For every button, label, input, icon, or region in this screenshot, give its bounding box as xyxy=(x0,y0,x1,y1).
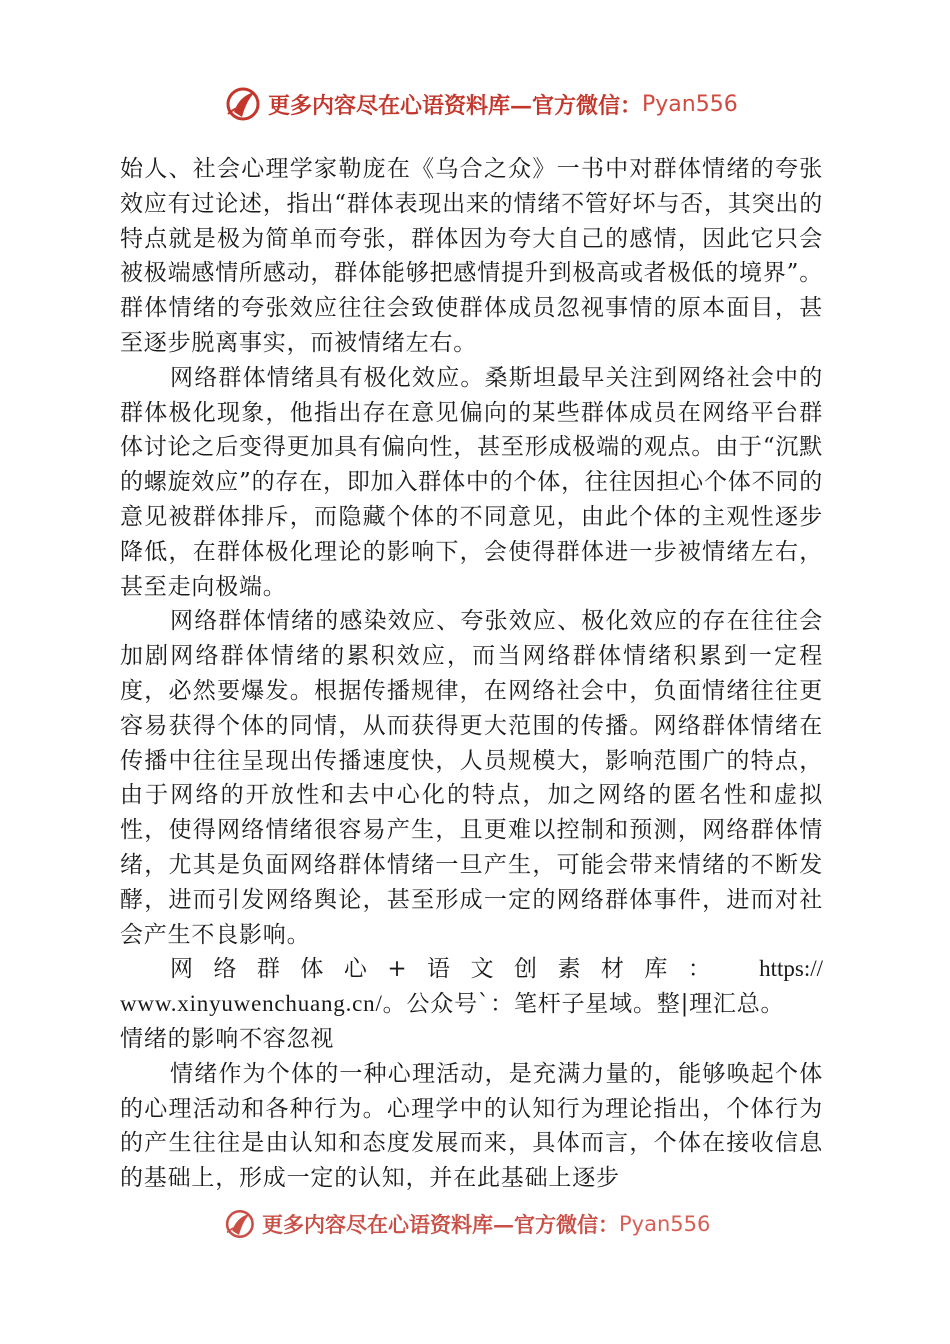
document-body xyxy=(120,152,823,1196)
footer-banner-handle: Pyan556 xyxy=(619,1212,711,1236)
logo-icon xyxy=(222,1207,256,1241)
paragraph: 始人、社会心理学家勒庞在《乌合之众》一书中对群体情绪的夸张效应有过论述，指出“群体表现出来的情绪不管好坏与否，其突出的特点就是极为简单而夸张，群体因为夸大自己的感情，因此它只会被极端感情所感动，群体能够把感情提升到极高或者极低的境界”。群体情绪的夸张效应往往会致使群体成员忽视事情的原本面目，甚至逐步脱离事实，而被情绪左右。 xyxy=(120,156,823,356)
footer-banner xyxy=(222,1206,710,1242)
resource-url: www.xinyuwenchuang.cn/ xyxy=(120,991,383,1017)
header-banner-handle: Pyan556 xyxy=(642,91,738,117)
section-heading: 情绪的影响不容忽视 xyxy=(120,1025,335,1052)
header-banner xyxy=(222,84,738,124)
paragraph: 情绪作为个体的一种心理活动，是充满力量的，能够唤起个体的心理活动和各种行为。心理学中的认知行为理论指出，个体行为的产生往往是由认知和态度发展而来，具体而言，个体在接收信息的基础上，形成一定的认知，并在此基础上逐步 xyxy=(120,1060,823,1192)
logo-icon xyxy=(222,84,262,124)
footer-banner-text: 更多内容尽在心语资料库—官方微信： xyxy=(262,1212,619,1237)
resource-label: 网络群体心+语文创素材库： xyxy=(170,956,732,983)
resource-line-continued xyxy=(120,987,823,1022)
resource-suffix: 。公众号`：笔杆子星域。整|理汇总。 xyxy=(382,991,785,1018)
resource-url-scheme: https:// xyxy=(759,956,823,982)
paragraph: 网络群体情绪的感染效应、夸张效应、极化效应的存在往往会加剧网络群体情绪的累积效应，而当网络群体情绪积累到一定程度，必然要爆发。根据传播规律，在网络社会中，负面情绪往往更容易获得个体的同情，从而获得更大范围的传播。网络群体情绪在传播中往往呈现出传播速度快，人员规模大，影响范围广的特点，由于网络的开放性和去中心化的特点，加之网络的匿名性和虚拟性，使得网络情绪很容易产生，且更难以控制和预测，网络群体情绪，尤其是负面网络群体情绪一旦产生，可能会带来情绪的不断发酵，进而引发网络舆论，甚至形成一定的网络群体事件，进而对社会产生不良影响。 xyxy=(120,608,823,948)
header-banner-text: 更多内容尽在心语资料库—官方微信： xyxy=(268,92,643,119)
resource-line xyxy=(120,952,823,987)
paragraph: 网络群体情绪具有极化效应。桑斯坦最早关注到网络社会中的群体极化现象，他指出存在意见偏向的某些群体成员在网络平台群体讨论之后变得更加具有偏向性，甚至形成极端的观点。由于“沉默的螺旋效应”的存在，即加入群体中的个体，往往因担心个体不同的意见被群体排斥，而隐藏个体的不同意见，由此个体的主观性逐步降低，在群体极化理论的影响下，会使得群体进一步被情绪左右，甚至走向极端。 xyxy=(120,364,823,600)
